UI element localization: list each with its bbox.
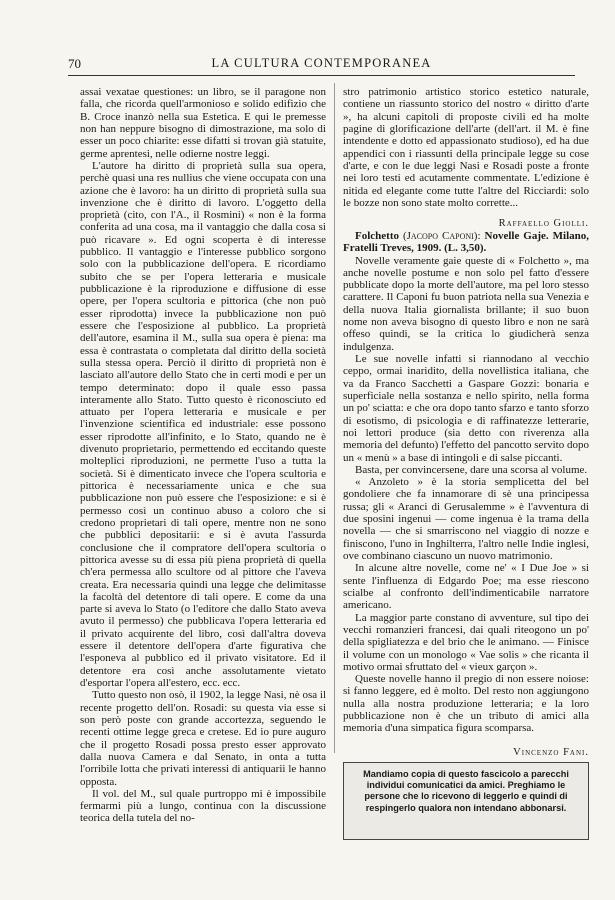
review-publisher: Milano, Fratelli Treves, 1909. (L. 3,50). bbox=[343, 229, 590, 255]
paragraph: assai vexatae questiones: un libro, se il paragone non falla, che ricorda quell'armonioso e solido edifizio che B. Croce inanzò nella sua Estetica. E qui le premesse non han neppure bisogno di dimostrazione, ma solo di esser un poco chiarite: esse difatti si trovan già statuite, germe aprentesi, nelle odierne nostre leggi. bbox=[80, 86, 326, 160]
review-author-real-name: (Jacopo Caponi): bbox=[402, 229, 481, 242]
paragraph: Queste novelle hanno il pregio di non essere noiose: si fanno leggere, ed è molto. Del resto non aggiungono nulla alla nostra produzione letteraria; e la loro pubblicazione non è che un tributo di amici alla memoria d'una simpatica figura scomparsa. bbox=[343, 673, 589, 735]
paragraph: L'autore ha diritto di proprietà sulla sua opera, perchè quasi una res nullius che viene occupata con una azione che è lavoro: ha un diritto di proprietà sulla sua invenzione che è diritto di lavoro. L'oggetto della proprietà (cito, con l'A., il Rosmini) « non è la forma conferita ad una cosa, ma il vantaggio che dalla cosa si può ricavare ». Ed ogni scoperta è di interesse pubblico. Il vantaggio e l'interesse pubblico sorgono solo con la pubblicazione dell'opera. E ricordiamo subito che se per l'opera letteraria e musicale pubblicazione è la riproduzione e diffusione di esse opere, per l'opera scultoria e pittorica (che non può esser riprodotta) invece la pubblicazione non può essere che l'esposizione al pubblico. La proprietà dell'autore, esamina il M., sulla sua opera è piena: ma essa è contrastata o completata dal diritto della società sulla stessa opera. Perciò il diritto di proprietà non è lasciato all'autore dello Stato che in certi modi e per un tempo determinato: dopo il quale esso passa interamente allo Stato. Tutto questo è riconosciuto ed attuato per l'opera letteraria e musicale e per l'invenzione scientifica ed industriale: esse possono esser riprodotte all'infinito, e lo Stato, quando ne è divenuto proprietario, permettendo ed eccitando queste molteplici riproduzioni, ne permette l'uso a tutta la società. Si è dimenticato invece che l'opera scultoria e pittorica è necessariamente unica e che sua pubblicazione non può essere che l'esposizione: e si è permesso così un continuo abuso a coloro che si credono proprietari di tali opere, mentre non ne sono che pubblici depositarii: e si è avuta l'assurda conclusione che il compratore dell'opera scultoria o pittorica avesse su di essa più piena proprietà di quella ch'era permessa allo scultore od al pittore che l'aveva creata. Era necessaria quindi una legge che delimitasse la facoltà del detentore di tali opere. E come da una parte si aveva lo Stato (o l'editore che dallo Stato aveva avuto il permesso) che pubblicava l'opera letteraria ed il privato acquirente del libro, così dall'altra doveva essere il detentore dell'opera d'arte figurativa che l'esponeva al pubblico ed il privato visitatore. Ed il detentore era così anche assolutamente vietato d'esportar l'opera all'estero, ecc. ecc. bbox=[80, 159, 326, 689]
signature: Vincenzo Fani. bbox=[513, 746, 589, 758]
paragraph: In alcune altre novelle, come ne' « I Due Joe » si sente l'influenza di Edgardo Poe; ma esse riescono scialbe al confronto dell'indimenticabile narratore americano. bbox=[343, 562, 589, 612]
left-column bbox=[80, 86, 326, 825]
column-divider bbox=[334, 83, 335, 753]
paragraph: stro patrimonio artistico storico estetico naturale, contiene un riassunto storico del nostro « diritto d'arte », ha alcuni capitoli di proposte civili ed ha molte pagine di glorificazione dell'arte (dell'art. il M. è fine intendente e dotto ed appassionato studioso), ed ha due appendici con i riassunti della principale legge su cose d'arte, e con le due leggi Nasi e Rosadi poste a fronte nei loro testi ed acutamente commentate. L'edizione è nitida ed elegante come tutte l'altre del Ricciardi: solo le bozze non sono state molto corrette... bbox=[343, 86, 589, 209]
running-title: LA CULTURA CONTEMPORANEA bbox=[211, 56, 432, 70]
header-rule bbox=[68, 75, 575, 76]
paragraph: « Anzoleto » è la storia semplicetta del bel gondoliere che fa innamorare di sè una principessa russa; gli « Aranci di Gerusalemme » è l'avventura di due sposini ingenui — come ingenua è la trama della novella — che si smarriscono nel viaggio di nozze e finiscono, l'uno in Inghilterra, l'altro nelle Indie inglesi, ove combinano ciascuno un nuovo matrimonio. bbox=[343, 476, 589, 562]
paragraph: Il vol. del M., sul quale purtroppo mi è impossibile fermarmi più a lungo, continua con la discussione teorica della tutela del no- bbox=[80, 787, 326, 825]
paragraph: Basta, per convincersene, dare una scorsa al volume. bbox=[355, 463, 588, 476]
review-heading bbox=[343, 230, 589, 255]
running-header bbox=[68, 56, 575, 74]
signature: Raffaello Giolli. bbox=[498, 218, 589, 230]
review-author: Folchetto bbox=[355, 229, 399, 242]
review-book-title: Novelle Gaje. bbox=[484, 229, 549, 242]
paragraph: Novelle veramente gaie queste di « Folchetto », ma anche novelle postume e non solo pel fatto d'essere pubblicate dopo la morte dell'autore, ma pel loro stesso carattere. Il Caponi fu buon patriota nella sua Venezia e della nuova Italia giornalista brillante; il suo buon nome non aveva bisogno di questo libro e non ne sarà offeso quindi, se la critica lo giudicherà senza indulgenza. bbox=[343, 254, 589, 353]
paragraph: Tutto questo non osò, il 1902, la legge Nasi, nè osa il recente progetto dell'on. Rosadi: su questa via esse si son però poste con grande accortezza, seguendo le recenti ottime legge greca e cretese. Ed io pure auguro che il progetto Rosadi possa presto esser approvato dalla nuova Camera e dal Senato, in onta a tutta l'orribile lotta che privati interessi di antiquarii le hanno opposta. bbox=[80, 689, 326, 788]
paragraph: La maggior parte constano di avventure, sul tipo dei vecchi romanzieri francesi, dai quali riteogono un po' della spigliatezza e del brio che le animano. — Finisce il volume con un monologo « Vae solis » che ricanta il motivo ormai sfruttato del « vieux garçon ». bbox=[343, 611, 589, 673]
paragraph: Le sue novelle infatti si riannodano al vecchio ceppo, ormai inaridito, della novellistica italiana, che va da Franco Sacchetti a Gaspare Gozzi: bonaria e superficiale nella sostanza e nello spirito, nella forma un po' sciatta: e che ora dopo tanto sfarzo e tanto sforzo di esotismo, di psicologia e di raffinatezze letterarie, noi lettori produce (sia detto con riverenza alla memoria del defunto) l'effetto del pancotto servito dopo un « menù » a base di intingoli e di salse piccanti. bbox=[343, 353, 589, 464]
right-column bbox=[343, 86, 589, 758]
subscription-notice-text: Mandiamo copia di questo fascicolo a parecchi individui comunicatici da amici. Preghiamo le persone che lo ricevono di leggerlo e quindi di respingerlo qualora non intendano abbonarsi. bbox=[363, 769, 569, 813]
subscription-notice-box bbox=[343, 762, 589, 840]
page-number: 70 bbox=[68, 56, 81, 71]
